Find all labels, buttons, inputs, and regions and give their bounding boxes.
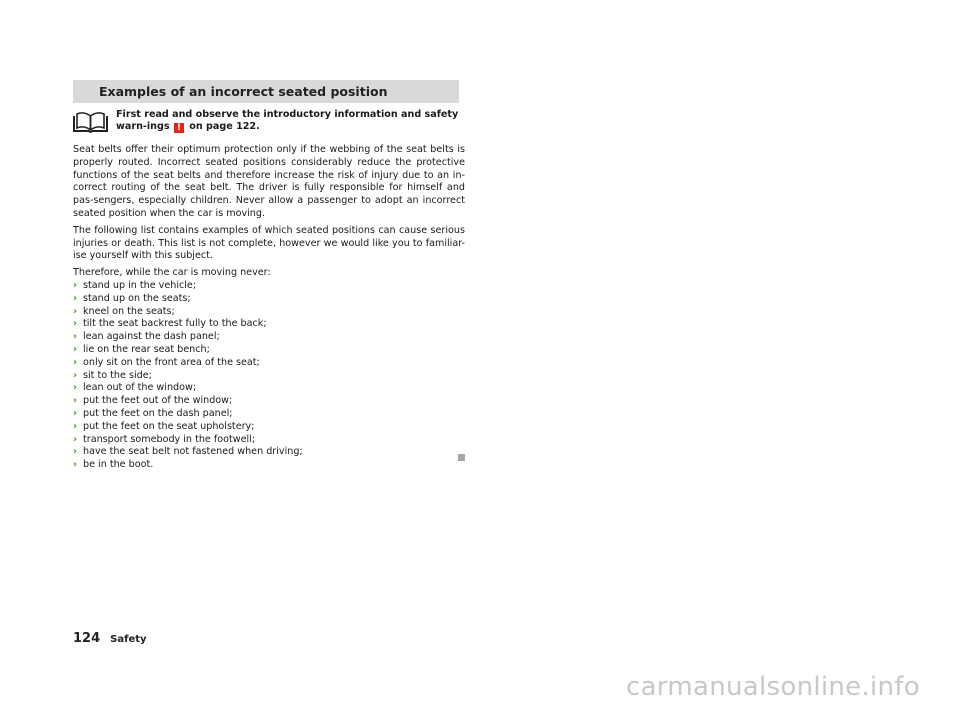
list-item-text: be in the boot. [83,459,154,471]
list-item-text: kneel on the seats; [83,305,175,317]
list-item-text: have the seat belt not fastened when driving; [83,446,303,458]
list-item-text: transport somebody in the footwell; [83,433,256,445]
list-item-text: stand up on the seats; [83,292,191,304]
intro-text-before: First read and observe the introductory information and safety warn-ings [116,109,459,132]
list-item [73,306,465,319]
chevron-right-icon: › [73,331,78,343]
list-item [73,395,465,408]
list-item [73,344,465,357]
chevron-right-icon: › [73,279,78,291]
list-item [73,331,465,344]
open-book-icon [72,110,109,134]
list-intro: Therefore, while the car is moving never: [73,267,271,279]
paragraph: The following list contains examples of which seated positions can cause serious injuries or death. This list is not complete, however we would like you to familiar-ise yourself with this subject. [73,224,465,262]
list-item [73,446,465,459]
list-item [73,459,465,472]
list-item-text: put the feet out of the window; [83,395,233,407]
list-item [73,382,465,395]
footer-section-name: Safety [110,634,147,645]
intro-note [116,109,462,133]
list-item [73,434,465,447]
list-item-text: lie on the rear seat bench; [83,343,210,355]
body-text [73,144,465,472]
incorrect-positions-list [73,280,465,472]
list-item-text: sit to the side; [83,369,152,381]
page-footer [73,631,147,646]
list-item-text: put the feet on the dash panel; [83,407,233,419]
section-header [73,80,459,103]
list-item [73,293,465,306]
list-item-text: tilt the seat backrest fully to the back; [83,318,267,330]
warning-icon: ! [174,123,184,133]
chevron-right-icon: › [73,356,78,368]
paragraph: Seat belts offer their optimum protection only if the webbing of the seat belts is properly routed. Incorrect seated positions considerably reduce the protective functions of the seat belts and therefore increase the risk of injury due to an in-correct routing of the seat belt. The driver is fully responsible for himself and pas-sengers, especially children. Never allow a passenger to adopt an incorrect seated position when the car is moving. [73,144,465,219]
chevron-right-icon: › [73,369,78,381]
chevron-right-icon: › [73,318,78,330]
chevron-right-icon: › [73,382,78,394]
chevron-right-icon: › [73,292,78,304]
list-item-text: lean out of the window; [83,382,197,394]
list-item [73,357,465,370]
chevron-right-icon: › [73,343,78,355]
chevron-right-icon: › [73,459,78,471]
chevron-right-icon: › [73,433,78,445]
chevron-right-icon: › [73,420,78,432]
list-item [73,280,465,293]
intro-text-after: on page 122. [185,121,260,132]
list-item-text: lean against the dash panel; [83,331,220,343]
watermark: carmanualsonline.info [625,672,920,702]
list-item-text: put the feet on the seat upholstery; [83,420,255,432]
list-item [73,408,465,421]
chevron-right-icon: › [73,395,78,407]
list-item-text: only sit on the front area of the seat; [83,356,260,368]
chevron-right-icon: › [73,407,78,419]
chevron-right-icon: › [73,305,78,317]
list-item [73,421,465,434]
list-item [73,318,465,331]
section-title: Examples of an incorrect seated position [99,84,388,99]
section-end-marker [458,454,465,461]
list-item [73,370,465,383]
page-number: 124 [73,631,101,646]
chevron-right-icon: › [73,446,78,458]
list-item-text: stand up in the vehicle; [83,279,197,291]
